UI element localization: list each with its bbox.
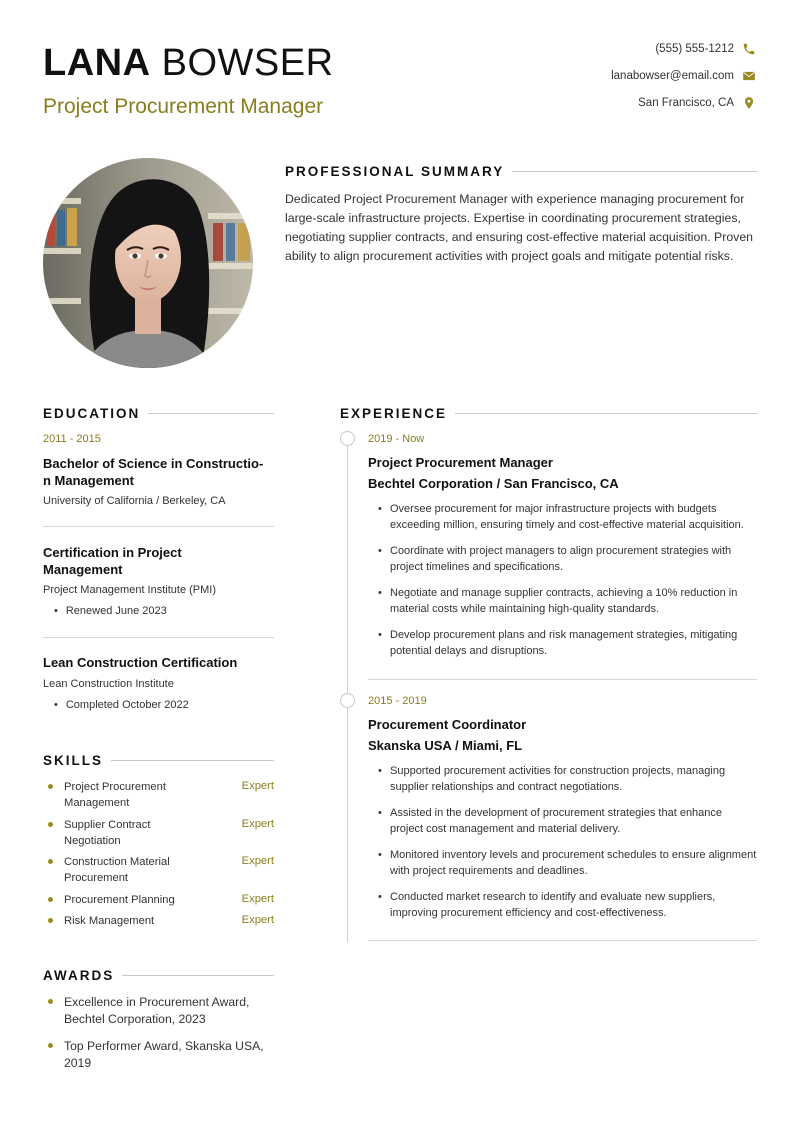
divider <box>43 526 274 527</box>
divider <box>368 940 757 941</box>
skill-level: Expert <box>241 780 274 792</box>
bullet-line: supplier relationships and contract negotiations. <box>390 781 623 793</box>
job-bullet <box>368 805 788 837</box>
skill-line: Negotiation <box>64 835 121 847</box>
bullet-line: potential delays and disruptions. <box>390 645 548 657</box>
bullet-line: • Coordinate with project managers to align procurement strategies with <box>390 545 732 557</box>
experience-heading-rule <box>455 413 757 414</box>
award-line: 2019 <box>64 1056 92 1070</box>
skill-bullet <box>48 918 53 923</box>
skill-level: Expert <box>241 855 274 867</box>
skill-line: Procurement <box>64 872 129 884</box>
job-position: Procurement Coordinator <box>368 717 527 732</box>
job-bullet <box>368 501 768 533</box>
job-title: Project Procurement Manager <box>43 95 324 118</box>
skill-name <box>64 779 166 811</box>
skill-bullet <box>48 822 53 827</box>
envelope-icon <box>742 69 756 83</box>
job-bullet <box>368 543 768 575</box>
skill-name <box>64 892 175 908</box>
bullet-line: • Negotiate and manage supplier contracts, achieving a 10% reduction in <box>390 587 738 599</box>
skills-heading-rule <box>111 760 274 761</box>
degree-line: Management <box>43 562 123 577</box>
job-bullet <box>368 585 768 617</box>
summary-heading-rule <box>512 171 757 172</box>
bullet-line: • Conducted market research to identify and evaluate new suppliers, <box>390 891 716 903</box>
award-line: Bechtel Corporation, 2023 <box>64 1012 206 1026</box>
bullet-line: material costs while maintaining high-quality standards. <box>390 603 660 615</box>
candidate-name <box>43 44 334 82</box>
degree-line: Certification in Project <box>43 545 182 560</box>
skill-bullet <box>48 859 53 864</box>
job-bullet <box>368 847 788 879</box>
email-text[interactable]: lanabowser@email.com <box>611 70 734 82</box>
skill-level: Expert <box>241 893 274 905</box>
education-date: 2011 - 2015 <box>43 433 101 445</box>
degree-line: Bachelor of Science in Constructio- <box>43 456 264 471</box>
degree-line: n Management <box>43 473 135 488</box>
skill-line: Procurement Planning <box>64 894 175 906</box>
bullet-line: • Oversee procurement for major infrastructure projects with budgets <box>390 503 717 515</box>
skills-heading-text: SKILLS <box>43 753 104 768</box>
award-bullet <box>48 999 53 1004</box>
skill-line: Risk Management <box>64 915 155 927</box>
job-bullets <box>368 501 768 659</box>
bullet-line: • Monitored inventory levels and procurement schedules to ensure alignment <box>390 849 757 861</box>
phone-text: (555) 555-1212 <box>655 43 734 55</box>
skill-line: Management <box>64 797 130 809</box>
education-degree <box>43 654 283 671</box>
bullet-line: project timelines and specifications. <box>390 561 564 573</box>
last-name: BOWSER <box>161 42 334 84</box>
timeline-node <box>340 693 355 708</box>
contact-location <box>638 96 756 110</box>
degree-line: Lean Construction Certification <box>43 655 238 670</box>
award-line: Top Performer Award, Skanska USA, <box>64 1039 264 1053</box>
job-company: Skanska USA / Miami, FL <box>368 738 523 753</box>
experience-timeline <box>347 438 348 942</box>
experience-heading-text: EXPERIENCE <box>340 406 448 421</box>
contact-email <box>611 69 756 83</box>
skill-name <box>64 913 154 929</box>
summary-heading-text: PROFESSIONAL SUMMARY <box>285 164 505 179</box>
awards-heading-text: AWARDS <box>43 968 115 983</box>
bullet-line: improving procurement efficiency and cost-effectiveness. <box>390 907 667 919</box>
education-institution: Lean Construction Institute <box>43 678 174 690</box>
education-heading <box>43 406 274 421</box>
job-date: 2015 - 2019 <box>368 695 427 707</box>
experience-heading <box>340 406 757 421</box>
job-date: 2019 - Now <box>368 433 425 445</box>
education-degree <box>43 455 283 489</box>
contact-phone <box>655 42 756 56</box>
job-bullet <box>368 889 788 921</box>
education-note: • Renewed June 2023 <box>54 605 167 617</box>
job-company: Bechtel Corporation / San Francisco, CA <box>368 476 619 491</box>
job-bullet <box>368 763 788 795</box>
bullet-line: exceeding million, ensuring timely and cost-effective material acquisition. <box>390 519 744 531</box>
education-note: • Completed October 2022 <box>54 699 189 711</box>
divider <box>43 637 274 638</box>
bullet-line: • Supported procurement activities for construction projects, managing <box>390 765 726 777</box>
location-text: San Francisco, CA <box>638 97 734 109</box>
bullet-line: with project requirements and deadlines. <box>390 865 588 877</box>
job-bullets <box>368 763 788 921</box>
location-pin-icon <box>742 96 756 110</box>
education-degree <box>43 544 283 578</box>
education-institution: Project Management Institute (PMI) <box>43 584 217 596</box>
profile-photo <box>43 158 253 368</box>
timeline-node <box>340 431 355 446</box>
education-heading-rule <box>148 413 274 414</box>
skill-bullet <box>48 784 53 789</box>
divider <box>368 679 757 680</box>
education-institution: University of California / Berkeley, CA <box>43 495 226 507</box>
bullet-line: project cost management and material delivery. <box>390 823 621 835</box>
job-bullet <box>368 627 768 659</box>
skill-name <box>64 817 150 849</box>
award-line: Excellence in Procurement Award, <box>64 995 250 1009</box>
awards-heading <box>43 968 274 983</box>
award-item <box>64 994 249 1028</box>
phone-icon <box>742 42 756 56</box>
skill-level: Expert <box>241 818 274 830</box>
skills-heading <box>43 753 274 768</box>
education-heading-text: EDUCATION <box>43 406 141 421</box>
first-name: LANA <box>43 42 151 84</box>
bullet-line: • Assisted in the development of procurement strategies that enhance <box>390 807 723 819</box>
summary-heading <box>285 164 757 179</box>
bullet-line: • Develop procurement plans and risk management strategies, mitigating <box>390 629 738 641</box>
skill-line: Construction Material <box>64 856 170 868</box>
skill-line: Supplier Contract <box>64 819 151 831</box>
skill-level: Expert <box>241 914 274 926</box>
award-bullet <box>48 1043 53 1048</box>
award-item <box>64 1038 264 1072</box>
job-position: Project Procurement Manager <box>368 455 553 470</box>
skill-line: Project Procurement <box>64 781 166 793</box>
awards-heading-rule <box>122 975 274 976</box>
skill-name <box>64 854 170 886</box>
skill-bullet <box>48 897 53 902</box>
summary-text: Dedicated Project Procurement Manager with experience managing procurement for large-scale infrastructure projects. Expertise in coordinating procurement strategies, negotiating supplier contracts, and ensuring cost-effective material acquisition. Proven ability to align procurement activities with project goals and mitigate potential risks. <box>285 192 753 263</box>
